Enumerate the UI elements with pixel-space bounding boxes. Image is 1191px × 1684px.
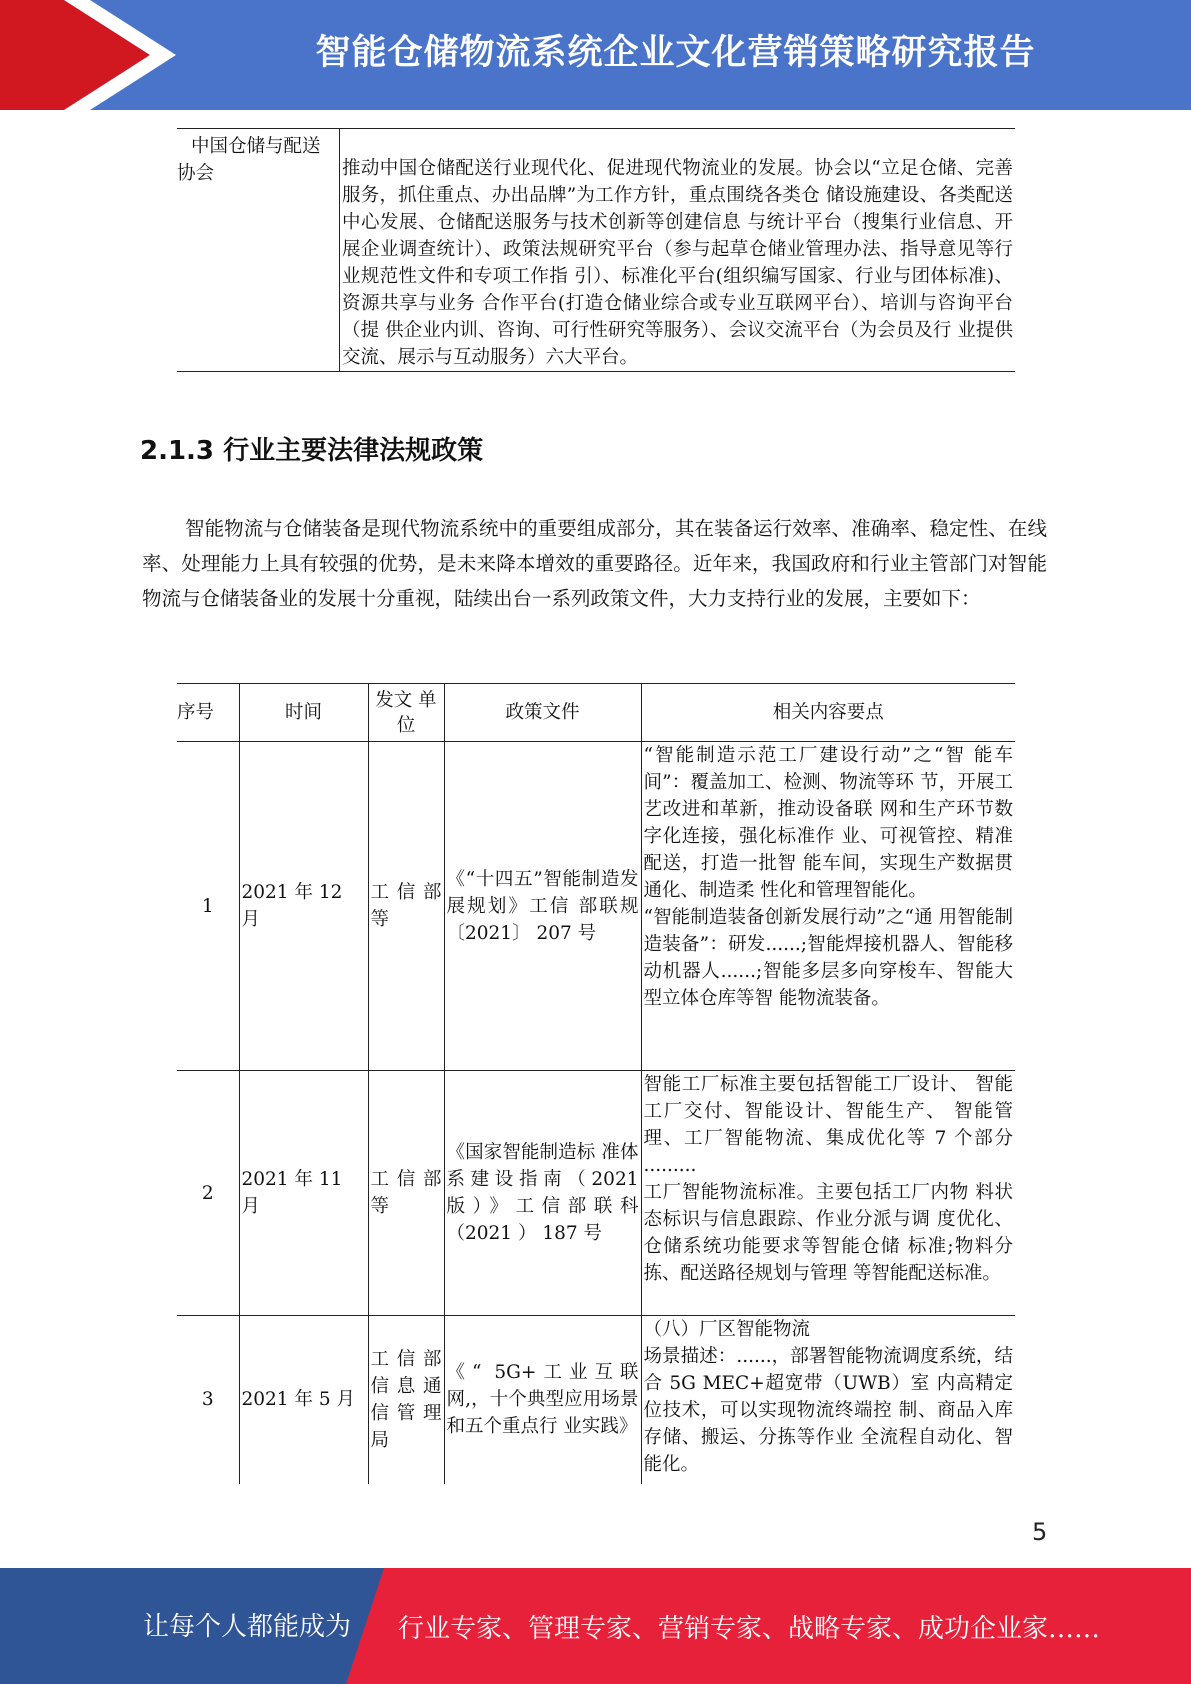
intro-paragraph: 智能物流与仓储装备是现代物流系统中的重要组成部分，其在装备运行效率、准确率、稳定性、在线率、处理能力上具有较强的优势，是未来降本增效的重要路径。近年来，我国政府和行业主管部门对智能物流与仓储装备业的发展十分重视，陆续出台一系列政策文件，大力支持行业的发展，主要如下：	[142, 517, 1047, 610]
page-number: 5	[1032, 1518, 1048, 1546]
page-header	[0, 0, 1191, 110]
row-seq: 2	[177, 1071, 239, 1316]
row-unit: 工信部等	[368, 742, 444, 1071]
content-paragraph: “智能制造装备创新发展行动”之“通 用智能制造装备”：研发......;智能焊接机器人、智能移动机器人......;智能多层多向穿梭车、智能大型立体仓库等智 能物流装备。	[643, 907, 1013, 1009]
header-content: 相关内容要点	[641, 684, 1015, 742]
content-paragraph: “智能制造示范工厂建设行动”之“智 能车间”：覆盖加工、检测、物流等环 节，开展工艺改进和革新，推动设备联 网和生产环节数字化连接，强化标准作 业、可视管控、精准配送，打造一批智 能车间，实现生产数据贯通化、制造柔 性化和管理智能化。	[643, 745, 1013, 901]
content-paragraph: 智能工厂标准主要包括智能工厂设计、 智能工厂交付、智能设计、智能生产、 智能管理、工厂智能物流、集成优化等 7 个部分 .........	[643, 1074, 1013, 1176]
header-time: 时间	[239, 684, 368, 742]
footer-slogan-right: 行业专家、管理专家、营销专家、战略专家、成功企业家……	[398, 1614, 1101, 1644]
page-footer	[0, 1568, 1191, 1684]
association-description: 推动中国仓储配送行业现代化、促进现代物流业的发展。协会以“立足仓储、完善服务，抓住重点、办出品牌”为工作方针，重点围绕各类仓 储设施建设、各类配送中心发展、仓储配送服务与技术创新等创建信息 与统计平台（搜集行业信息、开展企业调查统计）、政策法规研究平台（参与起草仓储业管理办法、指导意见等行业规范性文件和专项工作指 引）、标准化平台(组织编写国家、行业与团体标准)、资源共享与业务 合作平台(打造仓储业综合或专业互联网平台）、培训与咨询平台（提 供企业内训、咨询、可行性研究等服务）、会议交流平台（为会员及行 业提供交流、展示与互动服务）六大平台。	[342, 158, 1013, 368]
row-content	[641, 1071, 1015, 1316]
table-row	[177, 1316, 1015, 1484]
association-table	[177, 128, 1015, 372]
policy-table	[177, 683, 1015, 1484]
row-unit: 工信部信息通信管理局	[368, 1316, 444, 1484]
row-content	[641, 1316, 1015, 1484]
table-row	[177, 742, 1015, 1071]
row-time: 2021 年 5 月	[239, 1316, 368, 1484]
footer-slogan-left: 让每个人都能成为	[143, 1612, 352, 1642]
row-seq: 3	[177, 1316, 239, 1484]
header-document: 政策文件	[444, 684, 641, 742]
association-name-line2: 协会	[177, 163, 215, 184]
row-content	[641, 742, 1015, 1071]
table-header-row	[177, 684, 1015, 742]
content-paragraph: （八）厂区智能物流	[643, 1319, 811, 1340]
row-time: 2021 年 12 月	[239, 742, 368, 1071]
row-time: 2021 年 11 月	[239, 1071, 368, 1316]
row-seq: 1	[177, 742, 239, 1071]
content-paragraph: 场景描述：......，部署智能物流调度系统，结合 5G MEC+超宽带（UWB）室 内高精定位技术，可以实现物流终端控 制、商品入库存储、搬运、分拣等作业 全流程自动化、智能化。	[643, 1346, 1013, 1475]
association-name-line1: 中国仓储与配送	[191, 136, 321, 157]
table-row	[177, 1071, 1015, 1316]
header-seq: 序号	[177, 684, 239, 742]
section-heading: 2.1.3 行业主要法律法规政策	[140, 436, 484, 466]
content-paragraph: 工厂智能物流标准。主要包括工厂内物 料状态标识与信息跟踪、作业分派与调 度优化、仓储系统功能要求等智能仓储 标准;物料分拣、配送路径规划与管理 等智能配送标准。	[643, 1182, 1013, 1284]
row-document: 《“十四五”智能制造发展规划》工信 部联规〔2021〕 207 号	[444, 742, 641, 1071]
report-title: 智能仓储物流系统企业文化营销策略研究报告	[315, 33, 1036, 73]
table-row	[177, 129, 1015, 372]
header-arrow-icon	[0, 0, 200, 110]
row-document: 《国家智能制造标 准体系建设指南（2021 版）》工信部联科（2021 ） 187 号	[444, 1071, 641, 1316]
association-name	[177, 129, 340, 372]
row-unit: 工信部等	[368, 1071, 444, 1316]
row-document: 《“ 5G+工业互联网,，十个典型应用场景和五个重点行 业实践》	[444, 1316, 641, 1484]
header-unit: 发文 单位	[368, 684, 444, 742]
